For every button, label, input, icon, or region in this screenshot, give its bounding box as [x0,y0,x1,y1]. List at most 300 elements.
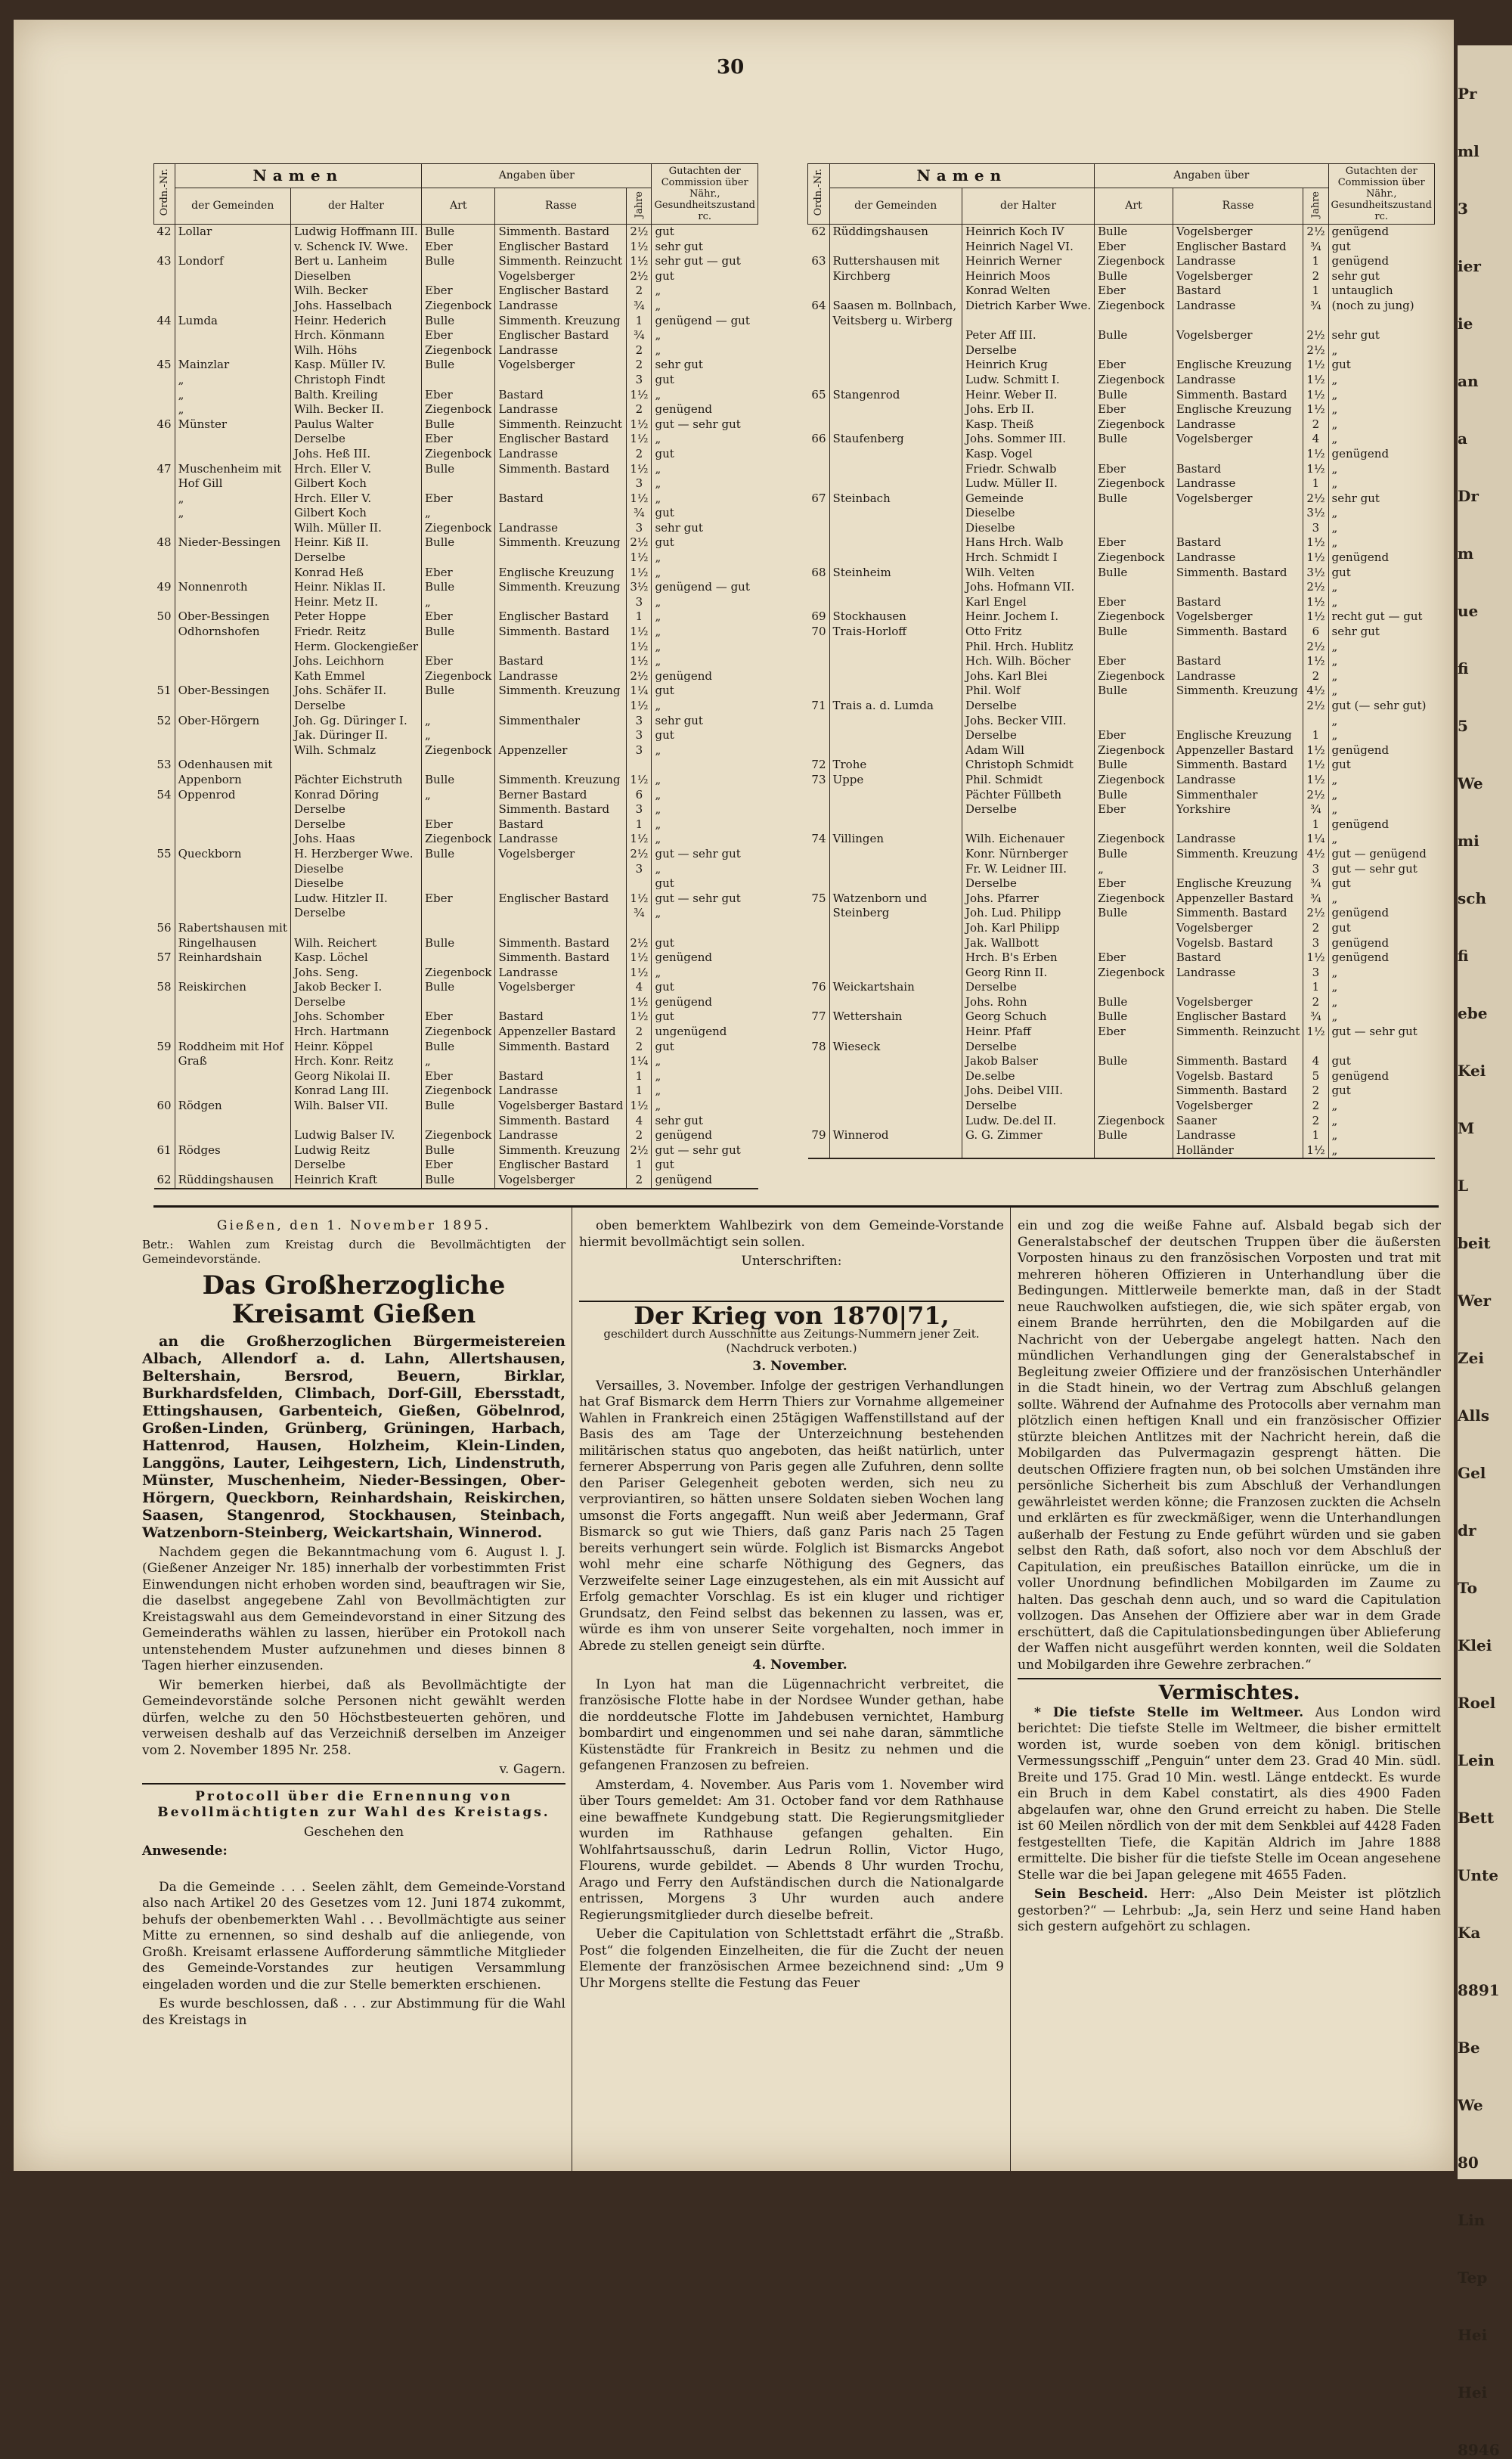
table-row [808,832,1435,847]
table-row [808,580,1435,595]
cell-gem [175,269,290,284]
cell-ras: Landrasse [495,1128,627,1143]
cell-art: Bulle [422,684,495,699]
cell-ras: Vogelsberger [1173,995,1303,1010]
ordnungs-nr-header-right: Ordn.-Nr. [813,169,825,216]
table-row [154,773,758,788]
cell-gem [829,506,962,521]
cell-ras: Landrasse [495,343,627,358]
cell-art: Bulle [422,314,495,329]
table-row [154,388,758,403]
cell-jah: 1½ [1303,358,1328,373]
table-row [808,1040,1435,1055]
breeding-animals-table-left [153,163,758,1189]
table-row [154,269,758,284]
cell-nr [154,269,175,284]
cell-ras [1173,640,1303,655]
cell-gut: „ [655,787,662,802]
table-row [808,758,1435,773]
cell-ras: Bastard [495,1069,627,1084]
cell-ras: Holländer [1173,1143,1303,1159]
announcement-para-2: Wir bemerken hierbei, daß als Bevollmächtigte der Gemeindevorstände solche Personen nicht gewählt werden dürfen, welche zu den 50 Höchstbesteuerten gehören, und verweisen deshalb auf das Verzeichniß derselben im Anzeiger vom 2. November 1895 Nr. 258. [142,1677,565,1758]
cell-gut: „ [1331,1099,1338,1113]
cell-ras: Bastard [495,654,627,669]
table-row [154,802,758,817]
cell-gut: gut [655,506,674,520]
cell-gut: „ [1331,594,1338,609]
cell-gut: gut (— sehr gut) [1331,699,1427,712]
gutter-fragment: 5 [1458,717,1468,735]
cell-art: Bulle [1095,491,1173,507]
cell-ras: Landrasse [495,669,627,684]
cell-hal: Jakob Becker I. [290,980,421,995]
cell-nr [154,1054,175,1069]
cell-jah: 3 [1303,936,1328,951]
cell-nr [808,640,830,655]
war-report-column [579,1218,1004,1995]
cell-jah [1303,314,1328,329]
cell-nr [154,1069,175,1084]
cell-jah [1303,714,1328,729]
gutter-fragment: mi [1458,832,1479,850]
table-row [154,1158,758,1173]
cell-jah: 3 [627,728,652,743]
cell-gem [175,892,290,907]
cell-nr [808,1025,830,1040]
gutter-fragment: 80 [1458,2154,1479,2172]
cell-jah: 1½ [1303,535,1328,550]
table-row [808,447,1435,462]
cell-art: „ [422,595,495,610]
cell-nr: 44 [154,314,175,329]
gutter-fragment: 8946 [1458,2441,1500,2459]
cell-hal: Johs. Schäfer II. [290,684,421,699]
cell-jah: 2½ [627,936,652,951]
cell-nr [154,728,175,743]
cell-gem: Uppe [829,773,962,788]
cell-gut: genügend [1331,935,1390,950]
cell-art [1095,506,1173,521]
cell-art: Eber [422,654,495,669]
table-row [808,417,1435,433]
cell-ras [495,1054,627,1069]
cell-jah: 3 [627,373,652,388]
cell-ras: Bastard [1173,595,1303,610]
cell-hal: Hrch. Eller V. [290,491,421,507]
cell-art: Bulle [1095,388,1173,403]
cell-art: Bulle [1095,906,1173,921]
cell-ras [1173,714,1303,729]
cell-nr [154,328,175,343]
cell-jah: 1½ [627,388,652,403]
cell-art [1095,921,1173,936]
cell-nr [154,876,175,892]
table-row [808,1069,1435,1084]
cell-ras: Simmenth. Bastard [495,625,627,640]
cell-gut: „ [655,1099,662,1113]
cell-gem [829,743,962,758]
cell-nr [808,1143,830,1159]
cell-hal: Ludwig Balser IV. [290,1128,421,1143]
cell-ras: Simmenth. Kreuzung [495,684,627,699]
cell-gem: Wieseck [829,1040,962,1055]
cell-hal: Hrch. B's Erben [962,950,1094,966]
cell-nr [808,669,830,684]
cell-art [1095,343,1173,358]
cell-gut: „ [1331,432,1338,446]
table-row [808,625,1435,640]
cell-ras: Vogelsberger [1173,269,1303,284]
cell-nr: 52 [154,714,175,729]
cell-jah: 1½ [627,240,652,255]
table-row [154,299,758,314]
cell-art: Bulle [422,773,495,788]
vermischtes-title: Vermischtes. [1158,1682,1300,1704]
cell-ras: Landrasse [1173,773,1303,788]
cell-hal: Pächter Eichstruth [290,773,421,788]
cell-nr [808,240,830,255]
cell-nr [154,817,175,833]
cell-art: „ [422,506,495,521]
cell-gem: Queckborn [175,847,290,862]
cell-art: Bulle [422,462,495,477]
cell-nr: 63 [808,254,830,269]
cell-gem [829,476,962,491]
war-para-3: Amsterdam, 4. November. Aus Paris vom 1. November wird über Tours gemeldet: Am 31. October fand vor dem Rathhause eine bewaffnete Kundgebung statt. Die Regierungsmitglieder wurden im Rathhause gefangen gehalten. Ein Wohlfahrtsausschuß, darin Ledrun Rollin, Victor Hugo, Flourens, wurde gebildet. — Abends 8 Uhr wurden Trochu, Arago und Ferry den Aufständischen durch die Nationalgarde entrissen, Morgens 3 Uhr wurden auch andere Regierungsmitglieder durch dieselbe befreit. [579,1777,1004,1923]
cell-gem [829,1054,962,1069]
cell-hal: Gemeinde [962,491,1094,507]
cell-hal: Johs. Schomber [290,1009,421,1025]
cell-nr [154,506,175,521]
table-row [808,921,1435,936]
gutter-fragment: M [1458,1119,1475,1137]
cell-hal: Kasp. Müller IV. [290,358,421,373]
table-row [808,328,1435,343]
cell-nr [154,388,175,403]
table-row [154,550,758,566]
cell-gut: gut [655,1039,674,1053]
table-row [808,535,1435,550]
cell-jah: 1½ [1303,1143,1328,1159]
cell-nr [154,373,175,388]
cell-hal: Christoph Findt [290,373,421,388]
cell-jah: 1 [1303,728,1328,743]
cell-gut: „ [1331,891,1338,905]
cell-ras: Appenzeller Bastard [1173,892,1303,907]
cell-art: Ziegenbock [1095,417,1173,433]
cell-ras: Bastard [495,388,627,403]
gutachten-header-right: Gutachten der Commission über Nähr., Gesundheitszustand rc. [1328,164,1435,225]
cell-art [422,1114,495,1129]
cell-gut: gut [655,728,674,743]
cell-jah: 1¼ [627,1054,652,1069]
table-row [808,254,1435,269]
cell-ras: Simmenth. Bastard [1173,906,1303,921]
cell-nr [154,550,175,566]
cell-hal: Johs. Erb II. [962,402,1094,417]
cell-hal: Phil. Wolf [962,684,1094,699]
cell-gem: „ [175,373,290,388]
table-row [154,343,758,358]
cell-nr: 53 [154,758,175,773]
cell-hal: Heinrich Nagel VI. [962,240,1094,255]
table-row [808,995,1435,1010]
cell-nr [808,417,830,433]
cell-gem [175,640,290,655]
cell-ras: Landrasse [1173,1128,1303,1143]
cell-gem: Rüddingshausen [175,1173,290,1189]
table-row [808,950,1435,966]
cell-art [422,921,495,936]
table-row [154,358,758,373]
cell-jah: ¾ [627,906,652,921]
cell-art: Ziegenbock [1095,1114,1173,1129]
cell-gut: „ [655,817,662,831]
cell-jah: 2½ [1303,699,1328,714]
war-para-1: Versailles, 3. November. Infolge der gestrigen Verhandlungen hat Graf Bismarck dem Herrn Thiers zur Vornahme allgemeiner Wahlen in Frankreich einen 25tägigen Waffenstillstand auf der Basis des am Tage der Unterzeichnung bestehenden militärischen status quo angeboten, das heißt natürlich, unter fernerer Absperrung von Paris gegen alle Zufuhren, denn sollte den Pariser Gelegenheit geboten werden, sich neu zu verproviantiren, so hätten unsere Soldaten sieben Wochen lang umsonst die Forts angegafft. Nun weiß aber Jedermann, Graf Bismarck so gut wie Thiers, daß ganz Paris nach 25 Tagen bereits verhungert sein würde. Folglich ist Bismarcks Angebot wohl mehr eine scharfe Nöthigung des Gegners, das Verzweifelte seiner Lage einzugestehen, als ein mit Aussicht auf Erfolg gemachter Vorschlag. Es ist ein kluger und richtiger Grundsatz, den Feind selbst das bekennen zu lassen, was er, würde es ihm von unserer Seite vorgehalten, noch immer in Abrede zu stellen geneigt sein dürfte. [579,1378,1004,1654]
cell-gut: „ [1331,980,1338,994]
cell-nr [808,506,830,521]
cell-ras [1173,980,1303,995]
cell-hal: Balth. Kreiling [290,388,421,403]
cell-gem [829,1143,962,1159]
cell-gut: genügend [1331,254,1390,268]
cell-gut: genügend [1331,1068,1390,1083]
table-row [808,892,1435,907]
cell-art: Eber [422,284,495,299]
cell-nr [154,743,175,758]
cell-jah: 2½ [627,1143,652,1158]
signatures-label: Unterschriften: [741,1254,842,1269]
cell-hal: v. Schenck IV. Wwe. [290,240,421,255]
cell-gem [829,1069,962,1084]
cell-hal: Heinr. Kiß II. [290,535,421,550]
cell-gut: „ [1331,994,1338,1009]
cell-jah: 2 [627,358,652,373]
cell-gut: „ [1331,668,1338,683]
cell-gem [829,714,962,729]
table-row [154,609,758,625]
deepest-point-heading: * Die tiefste Stelle im Weltmeer. [1034,1704,1304,1720]
cell-jah [627,758,652,773]
cell-jah: 1 [627,817,652,833]
cell-gem: Veitsberg u. Wirberg [829,314,962,329]
cell-hal: Derselbe [290,550,421,566]
table-row [808,358,1435,373]
cell-ras: Bastard [1173,462,1303,477]
cell-ras: Bastard [1173,950,1303,966]
cell-art: „ [422,714,495,729]
cell-hal: Hrch. Schmidt I [962,550,1094,566]
cell-gut: gut — sehr gut [1331,861,1418,876]
rule [142,1783,565,1785]
cell-gem [175,1009,290,1025]
cell-hal: Jakob Balser [962,1054,1094,1069]
cell-hal: Heinrich Moos [962,269,1094,284]
cell-art: Eber [422,1069,495,1084]
cell-gut: „ [1331,1143,1338,1157]
cell-art [1095,447,1173,462]
cell-hal: Heinr. Pfaff [962,1025,1094,1040]
cell-art [1095,314,1173,329]
cell-gut: „ [1331,461,1338,476]
cell-art: Ziegenbock [422,521,495,536]
cell-art [1095,817,1173,833]
table-row [154,595,758,610]
cell-nr: 45 [154,358,175,373]
cell-jah: 1½ [627,491,652,507]
cell-art: Bulle [1095,1054,1173,1069]
cell-jah: 1½ [627,995,652,1010]
table-row [154,1009,758,1025]
cell-gut: gut [1331,239,1351,253]
cell-gem [175,447,290,462]
cell-nr [154,892,175,907]
cell-gem [175,284,290,299]
cell-hal: Wilh. Höhs [290,343,421,358]
cell-art: Eber [422,1158,495,1173]
cell-art [422,950,495,966]
cell-gut: gut — genügend [1331,846,1427,860]
cell-gem: Ober-Hörgern [175,714,290,729]
cell-art: Bulle [1095,758,1173,773]
table-row [154,847,758,862]
cell-hal: Wilh. Reichert [290,936,421,951]
cell-ras [1173,314,1303,329]
cell-gem [175,699,290,714]
cell-hal: Konrad Döring [290,788,421,803]
table-row [808,314,1435,329]
cell-gut: „ [655,906,662,920]
cell-gut: „ [655,832,662,846]
cell-ras [1173,506,1303,521]
cell-gut: „ [655,699,662,712]
cell-gem [829,966,962,981]
cell-gut: genügend [655,402,713,417]
table-row [154,476,758,491]
cell-ras: Landrasse [1173,476,1303,491]
cell-gut: genügend [1331,743,1390,757]
cell-gut: „ [655,461,662,476]
cell-gem [829,802,962,817]
gutter-fragment: 3 [1458,200,1468,218]
cell-jah: 2½ [1303,580,1328,595]
cell-gem [175,966,290,981]
cell-ras: Simmenth. Bastard [1173,388,1303,403]
cell-gem [829,817,962,833]
gutter-fragment: Unte [1458,1866,1498,1884]
cell-jah: 2½ [1303,640,1328,655]
cell-jah: 1 [1303,254,1328,269]
cell-art: Ziegenbock [422,402,495,417]
cell-gut: sehr gut [655,520,703,535]
cell-jah: 3 [627,743,652,758]
cell-gut: genügend [655,668,713,683]
cell-nr [808,684,830,699]
cell-ras: Simmenth. Bastard [1173,566,1303,581]
cell-art: Ziegenbock [1095,832,1173,847]
table-row [154,906,758,921]
table-row [808,373,1435,388]
cell-hal: Derselbe [962,343,1094,358]
cell-ras [495,595,627,610]
cell-art: Ziegenbock [1095,743,1173,758]
cell-gem: „ [175,388,290,403]
table-row [154,699,758,714]
cell-gem [829,358,962,373]
cell-ras: Simmenth. Bastard [495,225,627,240]
cell-ras [495,728,627,743]
signature: v. Gagern. [499,1762,565,1777]
cell-ras [1173,447,1303,462]
cell-ras: Simmenth. Bastard [1173,1054,1303,1069]
table-row [154,832,758,847]
cell-hal: Wilh. Balser VII. [290,1099,421,1114]
cell-gut: „ [655,1054,662,1068]
cell-jah: 1½ [1303,550,1328,566]
cell-ras: Bastard [1173,535,1303,550]
cell-gut: „ [1331,965,1338,979]
table-row [808,609,1435,625]
protocol-continuation: oben bemerktem Wahlbezirk von dem Gemeinde-Vorstande hiermit bevollmächtigt sein sollen. [579,1218,1004,1250]
cell-gem [829,535,962,550]
cell-hal: Derselbe [290,699,421,714]
cell-gem: Nonnenroth [175,580,290,595]
cell-hal: Otto Fritz [962,625,1094,640]
cell-jah: 2 [627,1173,652,1189]
cell-hal: Heinr. Niklas II. [290,580,421,595]
cell-ras: Vogelsberger [495,358,627,373]
cell-art: Ziegenbock [422,966,495,981]
cell-nr: 64 [808,299,830,314]
cell-ras: Landrasse [495,402,627,417]
table-row [808,1128,1435,1143]
table-row [154,254,758,269]
cell-hal: Johs. Sommer III. [962,432,1094,447]
cell-gem: Ober-Bessingen [175,609,290,625]
cell-gut: gut [1331,1084,1351,1098]
cell-gem [829,447,962,462]
cell-hal: Heinr. Weber II. [962,388,1094,403]
cell-ras: Vogelsberger [1173,432,1303,447]
cell-art: Bulle [1095,1128,1173,1143]
table-row [154,876,758,892]
cell-gem: Muschenheim mit [175,462,290,477]
table-row [154,921,758,936]
cell-ras: Simmenth. Kreuzung [1173,684,1303,699]
table-row [154,506,758,521]
cell-jah: 2½ [627,269,652,284]
cell-gut: genügend [655,1173,713,1186]
cell-ras [495,373,627,388]
cell-gut: „ [1331,713,1338,727]
cell-art: Ziegenbock [422,1025,495,1040]
cell-art: Ziegenbock [422,743,495,758]
cell-gut: gut [1331,758,1351,772]
cell-gem [829,995,962,1010]
cell-art [422,802,495,817]
cell-nr [154,521,175,536]
cell-ras: Simmenth. Bastard [495,462,627,477]
cell-nr: 71 [808,699,830,714]
cell-gem [829,373,962,388]
cell-gem [175,876,290,892]
cell-gut: „ [655,432,662,446]
cell-art: Eber [1095,284,1173,299]
cell-gem: Reinhardshain [175,950,290,966]
table-row [154,284,758,299]
cell-gut: sehr gut [655,358,703,372]
